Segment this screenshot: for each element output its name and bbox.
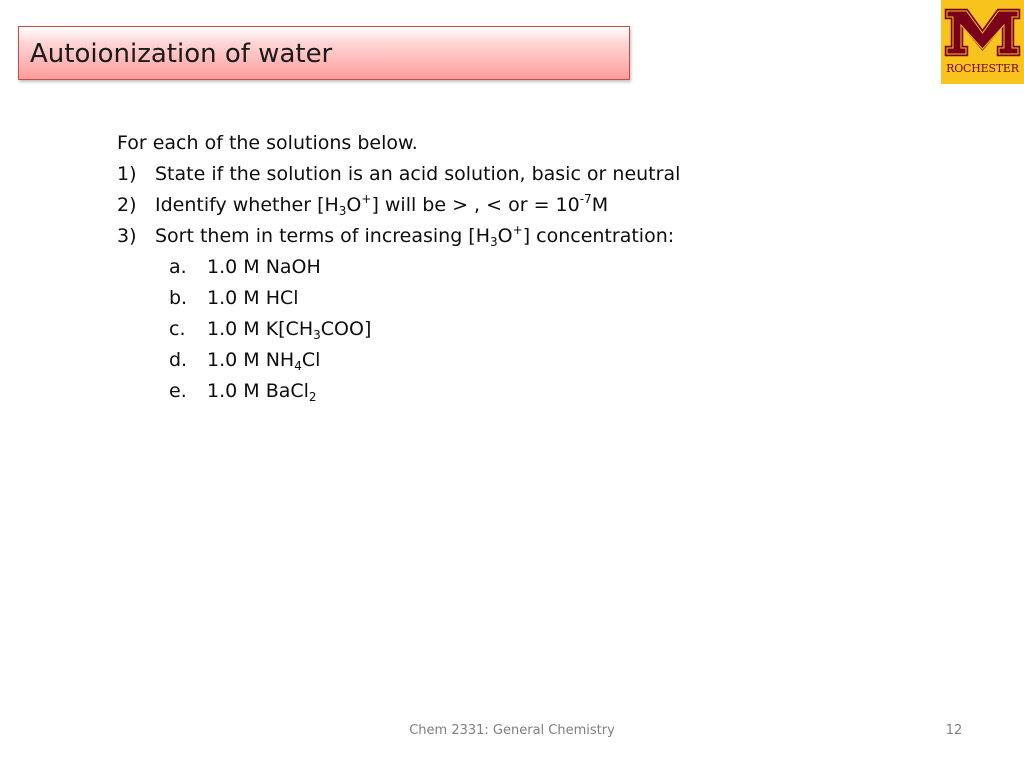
solution-text-part: Cl bbox=[301, 349, 321, 371]
solution-letter: d. bbox=[169, 349, 188, 371]
step-text-part: Sort them in terms of increasing [H bbox=[155, 225, 491, 247]
step-number: 2) bbox=[117, 194, 137, 216]
intro-text: For each of the solutions below. bbox=[117, 132, 418, 154]
step-text-part: M bbox=[591, 194, 609, 216]
university-logo bbox=[941, 0, 1024, 84]
superscript: + bbox=[361, 192, 372, 206]
logo-wordmark: ROCHESTER bbox=[946, 62, 1019, 75]
subscript: 3 bbox=[490, 235, 498, 249]
subscript: 3 bbox=[313, 328, 321, 342]
superscript: + bbox=[512, 223, 523, 237]
solution-item bbox=[117, 376, 817, 407]
block-m-icon bbox=[941, 0, 1024, 62]
step-number: 1) bbox=[117, 163, 137, 185]
solution-item bbox=[117, 314, 817, 345]
step-text-part: Identify whether [H bbox=[155, 194, 339, 216]
solution-text: 1.0 M HCl bbox=[207, 287, 299, 309]
step-text-part: ] concentration: bbox=[522, 225, 675, 247]
solution-letter: a. bbox=[169, 256, 187, 278]
solution-item bbox=[117, 283, 817, 314]
slide-body bbox=[117, 128, 817, 407]
step-text-part: O bbox=[497, 225, 513, 247]
step-text-part: O bbox=[346, 194, 362, 216]
subscript: 4 bbox=[294, 359, 302, 373]
solution-text: 1.0 M NaOH bbox=[207, 256, 321, 278]
solution-text-part: 1.0 M BaCl bbox=[207, 380, 309, 402]
footer-course: Chem 2331: General Chemistry bbox=[409, 723, 615, 738]
solution-text-part: 1.0 M K[CH bbox=[207, 318, 314, 340]
step-text: State if the solution is an acid solution, basic or neutral bbox=[155, 163, 681, 185]
solution-letter: b. bbox=[169, 287, 188, 309]
step-text-part: ] will be > , < or = 10 bbox=[371, 194, 580, 216]
subscript: 3 bbox=[338, 204, 347, 218]
step-item bbox=[117, 221, 817, 252]
step-text bbox=[155, 221, 674, 252]
solution-letter: c. bbox=[169, 318, 186, 340]
solution-item bbox=[117, 252, 817, 283]
solution-text-part: COO] bbox=[320, 318, 372, 340]
step-number: 3) bbox=[117, 225, 137, 247]
solution-text bbox=[207, 376, 317, 407]
slide-title-box bbox=[18, 26, 630, 80]
intro-line bbox=[117, 128, 817, 159]
subscript: 2 bbox=[308, 390, 317, 404]
solution-text-part: 1.0 M NH bbox=[207, 349, 295, 371]
slide-number: 12 bbox=[945, 723, 963, 738]
step-item bbox=[117, 159, 817, 190]
slide-title: Autoionization of water bbox=[30, 39, 333, 69]
solution-item bbox=[117, 345, 817, 376]
solution-text bbox=[207, 345, 320, 376]
exponent: -7 bbox=[579, 192, 592, 206]
step-item bbox=[117, 190, 817, 221]
step-text bbox=[155, 190, 608, 221]
solution-letter: e. bbox=[169, 380, 187, 402]
solution-text bbox=[207, 314, 371, 345]
